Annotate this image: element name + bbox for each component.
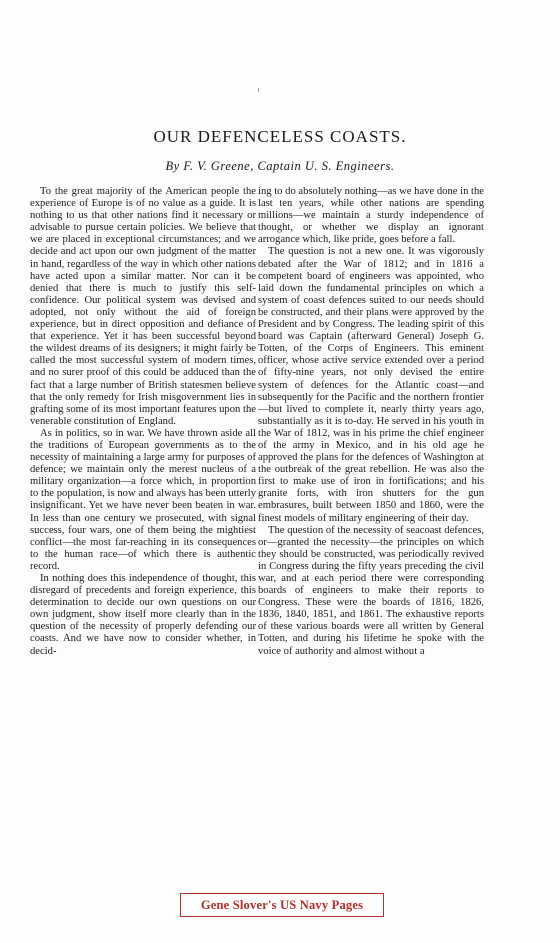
article-byline: By F. V. Greene, Captain U. S. Engineers. <box>165 159 395 173</box>
paragraph: ing to do absolutely nothing—as we have done in the last ten years, while other nations are spending millions—we maintain a sturdy independence of thought, or whether we display an ignorant arrogance which, like pride, goes before a fall. <box>258 186 484 246</box>
paragraph: To the great majority of the American people the experience of Europe is of no value as a guide. It is nothing to us that other nations find it necessary or advisable to pursue certain policies. We believe that we are placed in exceptional circumstances; and we decide and act upon our own judgment of the matter in hand, regardless of the way in which other nations have acted upon a similar matter. Nor can it be denied that there is much to justify this self-confidence. Our political system was devised and adopted, not only without the aid of foreign experience, but in direct opposition and defiance of that experience. Yet it has been successful beyond the wildest dreams of its designers; it might fairly be called the most successful system of modern times, and no surer proof of this could be adduced than the fact that a large number of British statesmen believe that the only remedy for Irish misgovernment lies in grafting some of its most important features upon the venerable constitution of England. <box>30 186 256 427</box>
paragraph: The question of the necessity of seacoast defences, or—granted the necessity—the principles on which they should be constructed, was periodically revived in Congress during the fifty years preceding the civil war, and at each period there were corresponding boards of engineers to make their reports to Congress. These were the boards of 1816, 1826, 1836, 1840, 1851, and 1861. The exhaustive reports of these various boards were all written by General Totten, and during his lifetime he spoke with the voice of authority and almost without a <box>258 524 484 657</box>
paragraph: In nothing does this independence of thought, this disregard of precedents and foreign experience, this determination to decide our own questions on our own judgment, show itself more clearly than in the question of the necessity of properly defending our coasts. And we have now to consider whether, in decid- <box>30 573 256 657</box>
paragraph: The question is not a new one. It was vigorously debated after the War of 1812; and in 1816 a competent board of engineers was appointed, who laid down the fundamental principles on which a system of coast defences suited to our needs should be constructed, and their plans were approved by the President and by Congress. The leading spirit of this board was Captain (afterward General) Joseph G. Totten, of the Corps of Engineers. This eminent officer, whose active service extended over a period of fifty-nine years, not only devised the entire system of defences for the Atlantic coast—and subsequently for the Pacific and the northern frontier—but lived to complete it, nearly thirty years ago, substantially as it is to-day. He served in his youth in the War of 1812, was in his prime the chief engineer of the army in Mexico, and in his old age he approved the plans for the defences of Washington at the outbreak of the great rebellion. He was also the first to make use of iron in fortifications; and his granite forts, with iron shutters for the gun embrasures, built between 1850 and 1860, were the finest models of military engineering of their day. <box>258 246 484 524</box>
article-title: OUR DEFENCELESS COASTS. <box>153 127 407 146</box>
site-footer-link[interactable] <box>180 893 384 917</box>
footer-link-label: Gene Slover's US Navy Pages <box>200 897 364 912</box>
right-column <box>258 186 484 658</box>
paragraph: As in politics, so in war. We have thrown aside all the traditions of European governments as to the necessity of maintaining a large army for purposes of defence; we maintain only the merest nucleus of a military organization—a force which, in proportion to the population, is now and always has been utterly insignificant. Yet we have never been beaten in war. In less than one century we prosecuted, with signal success, four wars, one of them being the mightiest conflict—the most far-reaching in its consequences to the human race—of which there is authentic record. <box>30 427 256 572</box>
scan-speck <box>258 88 259 92</box>
left-column <box>30 186 256 658</box>
